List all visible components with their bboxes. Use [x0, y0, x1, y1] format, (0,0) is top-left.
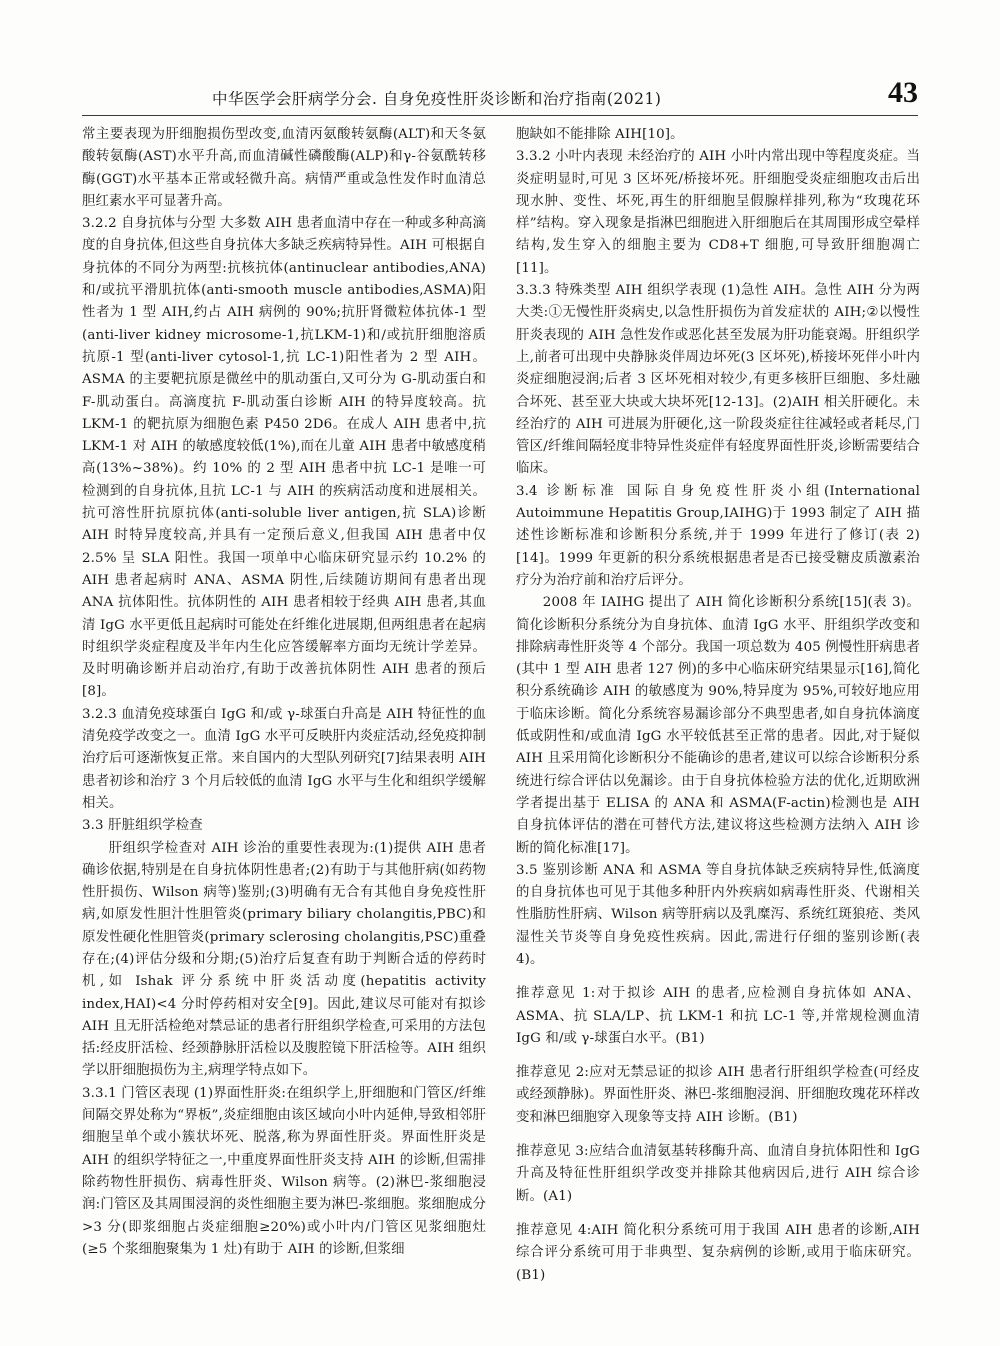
paragraph: 3.3.1 门管区表现 (1)界面性肝炎:在组织学上,肝细胞和门管区/纤维间隔交界处称为“界板”,炎症细胞由该区域向小叶内延伸,导致相邻肝细胞呈单个或小簇状坏死、脱落,称为界面性肝炎。界面性肝炎是 AIH 的组织学特征之一,中重度界面性肝炎支持 AIH 的诊断,但需排除药物性肝损伤、病毒性肝炎、Wilson 病等。(2)淋巴-浆细胞浸润:门管区及其周围浸润的炎性细胞主要为淋巴-浆细胞。浆细胞成分>3 分(即浆细胞占炎症细胞≥20%)或小叶内/门管区见浆细胞灶(≥5 个浆细胞聚集为 1 灶)有助于 AIH 的诊断,但浆细 [82, 1085, 486, 1257]
recommendation-item: 推荐意见 4:AIH 简化积分系统可用于我国 AIH 患者的诊断,AIH 综合评分系统可用于非典型、复杂病例的诊断,或用于临床研究。(B1) [516, 1222, 920, 1283]
header-title: 中华医学会肝病学分会. 自身免疫性肝炎诊断和治疗指南(2021) [212, 90, 662, 108]
paragraph: 常主要表现为肝细胞损伤型改变,血清丙氨酸转氨酶(ALT)和天冬氨酸转氨酶(AST)水平升高,而血清碱性磷酸酶(ALP)和γ-谷氨酰转移酶(GGT)水平基本正常或轻微升高。病情严重或急性发作时血清总胆红素水平可显著升高。 [82, 127, 486, 209]
paragraph: 3.2.3 血清免疫球蛋白 IgG 和/或 γ-球蛋白升高是 AIH 特征性的血清免疫学改变之一。血清 IgG 水平可反映肝内炎症活动,经免疫抑制治疗后可逐渐恢复正常。来自国内的大型队列研究[7]结果表明 AIH 患者初诊和治疗 3 个月后较低的血清 IgG 水平与生化和组织学缓解相关。 [82, 706, 486, 811]
page-header [82, 78, 918, 116]
paragraph: 3.4 诊断标准 国际自身免疫性肝炎小组(International Autoimmune Hepatitis Group,IAIHG)于 1993 制定了 AIH 描述性诊断标准和诊断积分系统,并于 1999 年进行了修订(表 2)[14]。1999 年更新的积分系统根据患者是否已接受糖皮质激素治疗分为治疗前和治疗后评分。 [516, 483, 920, 588]
recommendation-item: 推荐意见 2:应对无禁忌证的拟诊 AIH 患者行肝组织学检查(可经皮或经颈静脉)。界面性肝炎、淋巴-浆细胞浸润、肝细胞玫瑰花环样改变和淋巴细胞穿入现象等支持 AIH 诊断。(B1) [516, 1065, 920, 1125]
paragraph: 3.5 鉴别诊断 ANA 和 ASMA 等自身抗体缺乏疾病特异性,低滴度的自身抗体也可见于其他多种肝内外疾病如病毒性肝炎、代谢相关性脂肪性肝病、Wilson 病等肝病以及乳糜泻、系统红斑狼疮、类风湿性关节炎等自身免疫性疾病。因此,需进行仔细的鉴别诊断(表 4)。 [516, 862, 920, 967]
paragraph: 3.2.2 自身抗体与分型 大多数 AIH 患者血清中存在一种或多种高滴度的自身抗体,但这些自身抗体大多缺乏疾病特异性。AIH 可根据自身抗体的不同分为两型:抗核抗体(antinuclear antibodies,ANA)和/或抗平滑肌抗体(anti-smooth muscle antibodies,ASMA)阳性者为 1 型 AIH,约占 AIH 病例的 90%;抗肝肾微粒体抗体-1 型(anti-liver kidney microsome-1,抗LKM-1)和/或抗肝细胞溶质抗原-1 型(anti-liver cytosol-1,抗 LC-1)阳性者为 2 型 AIH。ASMA 的主要靶抗原是微丝中的肌动蛋白,又可分为 G-肌动蛋白和 F-肌动蛋白。高滴度抗 F-肌动蛋白诊断 AIH 的特异度较高。抗 LKM-1 的靶抗原为细胞色素 P450 2D6。在成人 AIH 患者中,抗 LKM-1 对 AIH 的敏感度较低(1%),而在儿童 AIH 患者中敏感度稍高(13%~38%)。约 10% 的 2 型 AIH 患者中抗 LC-1 是唯一可检测到的自身抗体,且抗 LC-1 与 AIH 的疾病活动度和进展相关。抗可溶性肝抗原抗体(anti-soluble liver antigen,抗 SLA)诊断 AIH 时特异度较高,并具有一定预后意义,但我国 AIH 患者中仅 2.5% 呈 SLA 阳性。我国一项单中心临床研究显示约 10.2% 的 AIH 患者起病时 ANA、ASMA 阴性,后续随访期间有患者出现 ANA 抗体阳性。抗体阴性的 AIH 患者相较于经典 AIH 患者,其血清 IgG 水平更低且起病时可能处在纤维化进展期,但两组患者在起病时组织学炎症程度及半年内生化应答缓解率方面均无统计学差异。及时明确诊断并启动治疗,有助于改善抗体阴性 AIH 患者的预后[8]。 [82, 216, 486, 700]
paragraph: 3.3.2 小叶内表现 未经治疗的 AIH 小叶内常出现中等程度炎症。当炎症明显时,可见 3 区坏死/桥接坏死。肝细胞受炎症细胞攻击后出现水肿、变性、坏死,再生的肝细胞呈假腺样排列,称为“玫瑰花环样”结构。穿入现象是指淋巴细胞进入肝细胞后在其周围形成空晕样结构,发生穿入的细胞主要为 CD8+T 细胞,可导致肝细胞凋亡[11]。 [516, 149, 920, 276]
page-number: 43 [888, 76, 918, 109]
paragraph: 肝组织学检查对 AIH 诊治的重要性表现为:(1)提供 AIH 患者确诊依据,特别是在自身抗体阴性患者;(2)有助于与其他肝病(如药物性肝损伤、Wilson 病等)鉴别;(3)明确有无合有其他自身免疫性肝病,如原发性胆汁性胆管炎(primary biliary cholangitis,PBC)和原发性硬化性胆管炎(primary sclerosing cholangitis,PSC)重叠存在;(4)评估分级和分期;(5)治疗后复查有助于判断合适的停药时机,如 Ishak 评分系统中肝炎活动度(hepatitis activity index,HAI)<4 分时停药相对安全[9]。因此,建议尽可能对有拟诊 AIH 且无肝活检绝对禁忌证的患者行肝组织学检查,可采用的方法包括:经皮肝活检、经颈静脉肝活检以及腹腔镜下肝活检等。AIH 组织学以肝细胞损伤为主,病理学特点如下。 [82, 840, 486, 1079]
paragraph: 2008 年 IAIHG 提出了 AIH 简化诊断积分系统[15](表 3)。简化诊断积分系统分为自身抗体、血清 IgG 水平、肝组织学改变和排除病毒性肝炎等 4 个部分。我国一项总数为 405 例慢性肝病患者(其中 1 型 AIH 患者 127 例)的多中心临床研究结果显示[16],简化积分系统确诊 AIH 的敏感度为 90%,特异度为 95%,可较好地应用于临床诊断。简化分系统容易漏诊部分不典型患者,如自身抗体滴度低或阴性和/或血清 IgG 水平较低甚至正常的患者。因此,对于疑似 AIH 且采用简化诊断积分不能确诊的患者,建议可以综合诊断积分系统进行综合评估以免漏诊。由于自身抗体检验方法的优化,近期欧洲学者提出基于 ELISA 的 ANA 和 ASMA(F-actin)检测也是 AIH 自身抗体评估的潜在可替代方法,建议将这些检测方法纳入 AIH 诊断的简化标准[17]。 [516, 595, 920, 856]
paragraph: 3.3.3 特殊类型 AIH 组织学表现 (1)急性 AIH。急性 AIH 分为两大类:①无慢性肝炎病史,以急性肝损伤为首发症状的 AIH;②以慢性肝炎表现的 AIH 急性发作或恶化甚至发展为肝功能衰竭。肝组织学上,前者可出现中央静脉炎伴周边坏死(3 区坏死),桥接坏死伴小叶内炎症细胞浸润;后者 3 区坏死相对较少,有更多核肝巨细胞、多灶融合坏死、甚至亚大块或大块坏死[12-13]。(2)AIH 相关肝硬化。未经治疗的 AIH 可进展为肝硬化,这一阶段炎症往往减轻或者耗尽,门管区/纤维间隔轻度非特异性炎症伴有轻度界面性肝炎,诊断需要结合临床。 [516, 283, 920, 477]
section-heading: 3.3 肝脏组织学检查 [82, 818, 203, 834]
recommendation-item: 推荐意见 3:应结合血清氨基转移酶升高、血清自身抗体阳性和 IgG 升高及特征性肝组织学改变并排除其他病因后,进行 AIH 综合诊断。(A1) [516, 1144, 920, 1204]
right-column [516, 124, 920, 1287]
two-column-body [82, 124, 920, 1287]
paragraph: 胞缺如不能排除 AIH[10]。 [516, 127, 684, 142]
left-column [82, 124, 486, 1287]
recommendation-item: 推荐意见 1:对于拟诊 AIH 的患者,应检测自身抗体如 ANA、ASMA、抗 SLA/LP、抗 LKM-1 和抗 LC-1 等,并常规检测血清 IgG 和/或 γ-球蛋白水平。(B1) [516, 986, 920, 1046]
